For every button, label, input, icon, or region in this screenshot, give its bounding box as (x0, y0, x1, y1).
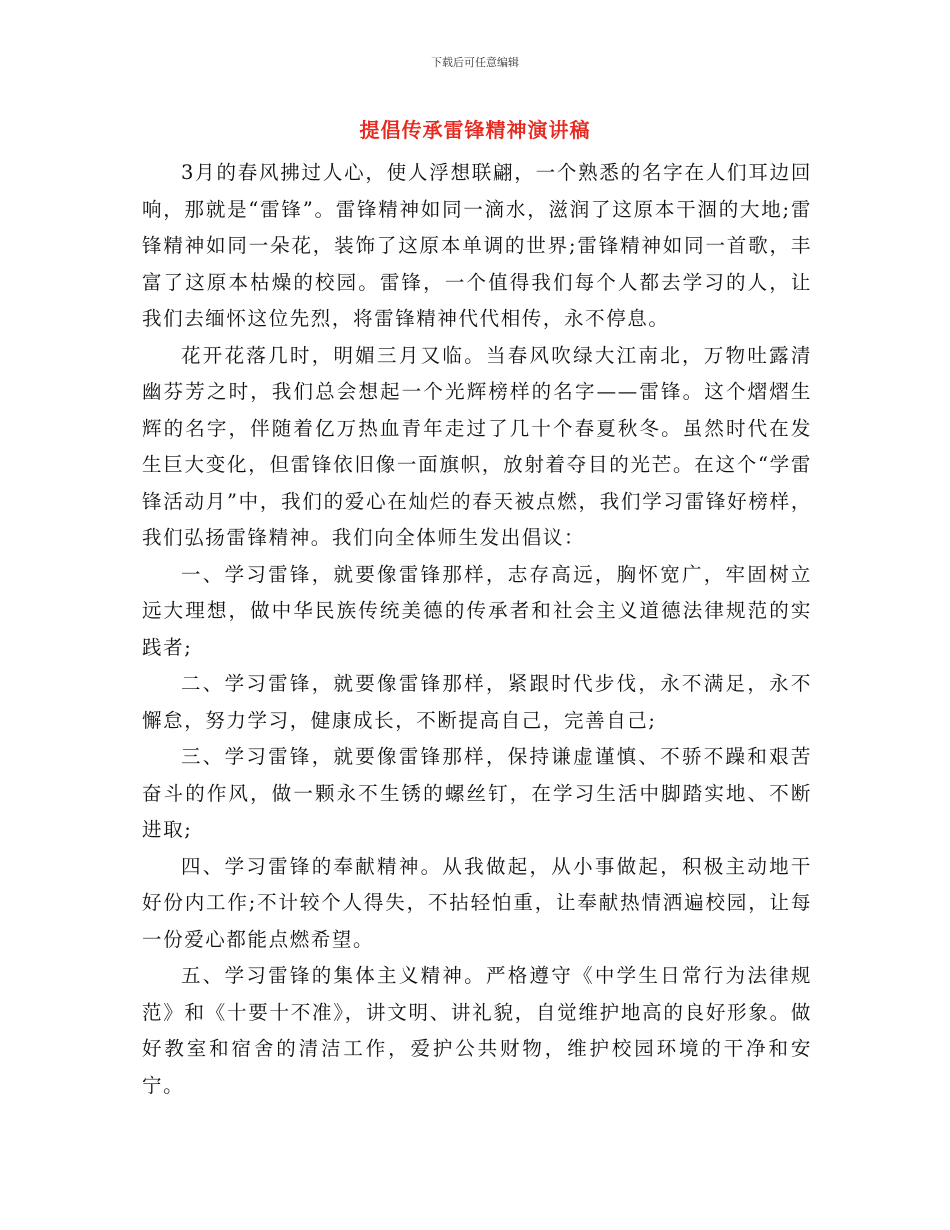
paragraph: 3月的春风拂过人心，使人浮想联翩，一个熟悉的名字在人们耳边回响，那就是“雷锋”。雷锋精神如同一滴水，滋润了这原本干涸的大地;雷锋精神如同一朵花，装饰了这原本单调的世界;雷锋精神如同一首歌，丰富了这原本枯燥的校园。雷锋，一个值得我们每个人都去学习的人，让我们去缅怀这位先烈，将雷锋精神代代相传，永不停息。 (142, 161, 812, 330)
paragraph: 花开花落几时，明媚三月又临。当春风吹绿大江南北，万物吐露清幽芬芳之时，我们总会想起一个光辉榜样的名字——雷锋。这个熠熠生辉的名字，伴随着亿万热血青年走过了几十个春夏秋冬。虽然时代在发生巨大变化，但雷锋依旧像一面旗帜，放射着夺目的光芒。在这个“学雷锋活动月”中，我们的爱心在灿烂的春天被点燃，我们学习雷锋好榜样，我们弘扬雷锋精神。我们向全体师生发出倡议： (142, 343, 812, 549)
paragraph: 一、学习雷锋，就要像雷锋那样，志存高远，胸怀宽广，牢固树立远大理想，做中华民族传统美德的传承者和社会主义道德法律规范的实践者; (142, 562, 812, 659)
paragraph: 二、学习雷锋，就要像雷锋那样，紧跟时代步伐，永不满足，永不懈怠，努力学习，健康成长，不断提高自己，完善自己; (142, 672, 812, 732)
document-title: 提倡传承雷锋精神演讲稿 (359, 118, 591, 142)
document-body (142, 155, 812, 1104)
paragraph: 五、学习雷锋的集体主义精神。严格遵守《中学生日常行为法律规范》和《十要十不准》，讲文明、讲礼貌，自觉维护地高的良好形象。做好教室和宿舍的清洁工作，爱护公共财物，维护校园环境的干净和安宁。 (142, 964, 812, 1097)
header-note: 下载后可任意编辑 (431, 56, 519, 69)
paragraph: 四、学习雷锋的奉献精神。从我做起，从小事做起，积极主动地干好份内工作;不计较个人得失，不拈轻怕重，让奉献热情洒遍校园，让每一份爱心都能点燃希望。 (142, 854, 812, 951)
paragraph: 三、学习雷锋，就要像雷锋那样，保持谦虚谨慎、不骄不躁和艰苦奋斗的作风，做一颗永不生锈的螺丝钉，在学习生活中脚踏实地、不断进取; (142, 745, 812, 841)
